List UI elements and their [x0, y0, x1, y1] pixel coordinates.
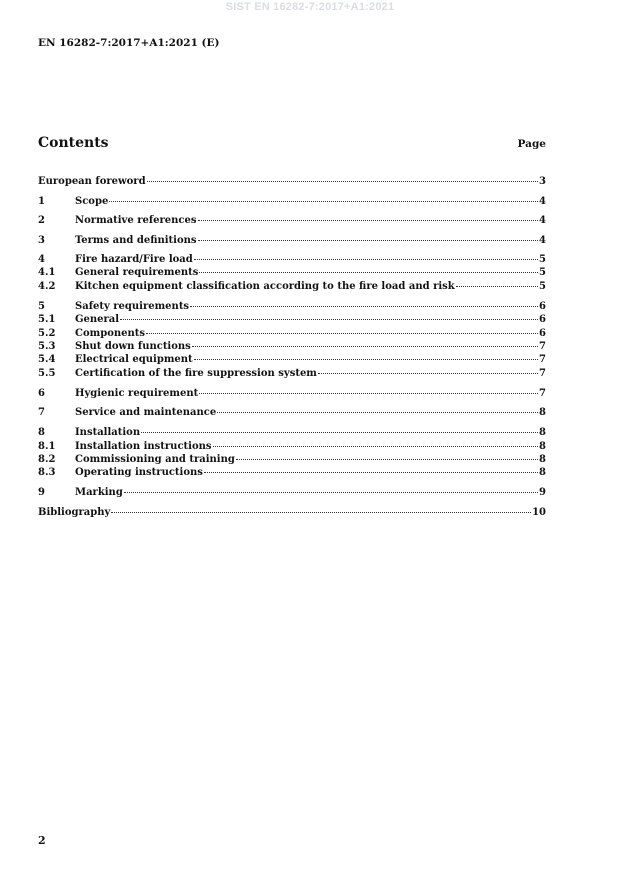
toc-entry[interactable] [38, 453, 546, 466]
toc-page: 6 [539, 328, 546, 339]
toc-page: 8 [539, 441, 546, 452]
toc-page: 5 [539, 254, 546, 265]
contents-header [38, 135, 546, 155]
toc-entry[interactable] [38, 300, 546, 313]
toc-entry[interactable] [38, 367, 546, 380]
toc-label: European foreword [38, 176, 146, 187]
toc-label: Certification of the fire suppression system [75, 368, 317, 379]
toc-entry[interactable] [38, 340, 546, 353]
toc-label: Normative references [75, 215, 197, 226]
toc-number: 1 [38, 196, 45, 207]
toc-label: Terms and definitions [75, 235, 197, 246]
toc-entry[interactable] [38, 253, 546, 266]
toc-label: General requirements [75, 267, 199, 278]
dot-leader [109, 201, 538, 202]
dot-leader [192, 346, 538, 347]
dot-leader [190, 306, 538, 307]
dot-leader [198, 220, 539, 221]
toc-entry[interactable] [38, 440, 546, 453]
toc-number: 4.2 [38, 281, 56, 292]
toc-number: 4.1 [38, 267, 56, 278]
toc-label: Hygienic requirement [75, 388, 199, 399]
dot-leader [194, 359, 538, 360]
toc-number: 8 [38, 427, 45, 438]
toc-label: Installation instructions [75, 441, 212, 452]
toc-number: 5.4 [38, 354, 56, 365]
dot-leader [213, 446, 539, 447]
dot-leader [198, 240, 539, 241]
toc-number: 9 [38, 487, 45, 498]
toc-label: Bibliography [38, 507, 111, 518]
toc-page: 8 [539, 407, 546, 418]
toc-entry[interactable] [38, 313, 546, 326]
toc-number: 4 [38, 254, 45, 265]
dot-leader [146, 333, 538, 334]
contents-title: Contents [38, 135, 109, 151]
toc-label: Fire hazard/Fire load [75, 254, 193, 265]
toc-entry[interactable] [38, 327, 546, 340]
toc-entry[interactable] [38, 387, 546, 400]
dot-leader [217, 412, 538, 413]
toc-label: Installation [75, 427, 141, 438]
dot-leader [456, 286, 538, 287]
toc-page: 6 [539, 314, 546, 325]
toc-page: 4 [539, 196, 546, 207]
toc-page: 8 [539, 454, 546, 465]
toc-number: 5.5 [38, 368, 56, 379]
toc-number: 5 [38, 301, 45, 312]
toc-page: 3 [539, 176, 546, 187]
dot-leader [111, 512, 531, 513]
toc-entry[interactable] [38, 486, 546, 499]
toc-page: 6 [539, 301, 546, 312]
toc-page: 8 [539, 467, 546, 478]
dot-leader [141, 432, 538, 433]
toc-entry[interactable] [38, 175, 546, 188]
toc-page: 4 [539, 215, 546, 226]
toc-page: 7 [539, 354, 546, 365]
toc-label: Operating instructions [75, 467, 203, 478]
toc-entry[interactable] [38, 506, 546, 519]
toc-label: Shut down functions [75, 341, 191, 352]
dot-leader [199, 393, 538, 394]
toc-number: 2 [38, 215, 45, 226]
toc-number: 5.1 [38, 314, 56, 325]
dot-leader [236, 459, 538, 460]
toc-page: 9 [539, 487, 546, 498]
toc-page: 5 [539, 267, 546, 278]
toc-page: 4 [539, 235, 546, 246]
document-id: EN 16282-7:2017+A1:2021 (E) [38, 37, 220, 49]
toc-number: 3 [38, 235, 45, 246]
dot-leader [199, 272, 538, 273]
toc-page: 7 [539, 341, 546, 352]
toc-entry[interactable] [38, 406, 546, 419]
toc-label: Commissioning and training [75, 454, 235, 465]
toc-page: 10 [532, 507, 546, 518]
dot-leader [120, 319, 538, 320]
toc-number: 8.3 [38, 467, 56, 478]
toc-entry[interactable] [38, 195, 546, 208]
toc-page: 7 [539, 368, 546, 379]
toc-entry[interactable] [38, 353, 546, 366]
toc-label: Kitchen equipment classification according to the fire load and risk [75, 281, 455, 292]
dot-leader [124, 492, 538, 493]
toc-number: 6 [38, 388, 45, 399]
dot-leader [194, 259, 538, 260]
dot-leader [204, 472, 538, 473]
toc-label: General [75, 314, 120, 325]
toc-entry[interactable] [38, 214, 546, 227]
toc-label: Marking [75, 487, 123, 498]
watermark: SIST EN 16282-7:2017+A1:2021 [225, 1, 395, 13]
toc-number: 8.1 [38, 441, 56, 452]
toc-page: 7 [539, 388, 546, 399]
toc-entry[interactable] [38, 426, 546, 439]
toc-label: Scope [75, 196, 109, 207]
toc-label: Electrical equipment [75, 354, 193, 365]
toc-entry[interactable] [38, 280, 546, 293]
toc-entry[interactable] [38, 234, 546, 247]
toc-page: 5 [539, 281, 546, 292]
toc-number: 8.2 [38, 454, 56, 465]
toc-number: 5.3 [38, 341, 56, 352]
page-number: 2 [38, 834, 46, 847]
toc-entry[interactable] [38, 466, 546, 479]
toc-label: Safety requirements [75, 301, 190, 312]
toc-page: 8 [539, 427, 546, 438]
toc-label: Components [75, 328, 146, 339]
toc-entry[interactable] [38, 266, 546, 279]
dot-leader [147, 181, 538, 182]
toc-number: 7 [38, 407, 45, 418]
dot-leader [318, 373, 538, 374]
page-column-heading: Page [517, 138, 546, 150]
toc-number: 5.2 [38, 328, 56, 339]
toc-label: Service and maintenance [75, 407, 217, 418]
